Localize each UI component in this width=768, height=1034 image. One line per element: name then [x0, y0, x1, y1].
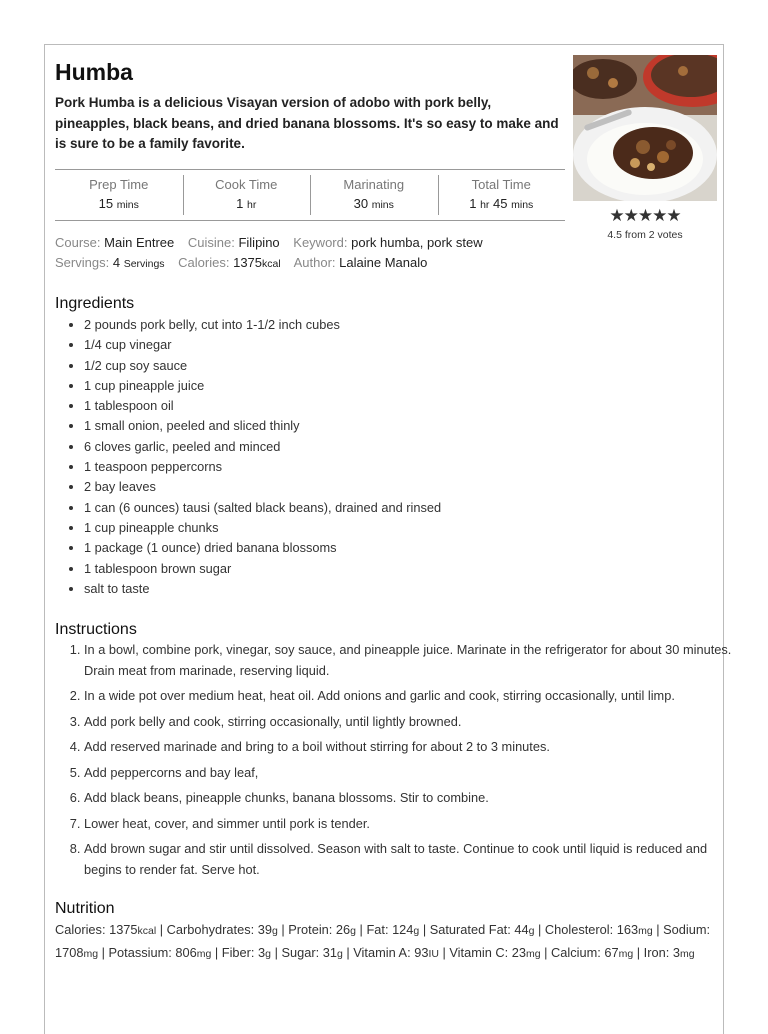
time-label: Total Time [471, 177, 531, 192]
ingredient-item: • 2 pounds pork belly, cut into 1-1/2 inch cubes [84, 315, 441, 335]
recipe-card [44, 44, 732, 1034]
ingredient-item: • 1 small onion, peeled and sliced thinly [84, 416, 441, 436]
time-label: Marinating [343, 177, 405, 192]
ingredient-item: • 1 tablespoon oil [84, 396, 441, 416]
recipe-times [55, 169, 565, 221]
ingredient-item: • 1/4 cup vinegar [84, 335, 441, 355]
nutrition-unit: IU [428, 948, 439, 960]
nutrition-item: Protein: 26g [288, 922, 356, 937]
nutrition-unit: mg [618, 948, 634, 960]
nutrition-item: Carbohydrates: 39g [166, 922, 278, 937]
nutrition-unit: g [336, 948, 343, 960]
ingredient-item: • 1 teaspoon peppercorns [84, 457, 441, 477]
time-value [310, 196, 438, 211]
time-number: 1 [236, 196, 244, 211]
meta-row-2 [55, 253, 575, 274]
meta-author [294, 255, 428, 270]
time-unit: mins [116, 199, 139, 211]
nutrition-heading: Nutrition [55, 900, 115, 917]
recipe-photo[interactable] [573, 55, 717, 201]
nutrition-value: 23 [511, 945, 526, 960]
meta-calories [178, 255, 281, 270]
nutrition-unit: mg [679, 948, 695, 960]
time-unit: mins [371, 199, 394, 211]
recipe-photo-image [573, 55, 717, 201]
rating [573, 207, 717, 241]
nutrition-unit: mg [83, 948, 99, 960]
ingredient-item: • 6 cloves garlic, peeled and minced [84, 437, 441, 457]
meta-keyword [293, 235, 482, 250]
meta-unit: Servings [123, 258, 165, 270]
meta-value: 1375 [233, 255, 263, 270]
instructions-list [55, 640, 748, 885]
nutrition-label: Calories [55, 922, 102, 937]
nutrition-unit: g [350, 925, 356, 937]
instruction-step: 1. In a bowl, combine pork, vinegar, soy sauce, and pineapple juice. Marinate in the refrigerator for about 30 minutes. Drain meat from marinade, reserving liquid. [84, 640, 748, 681]
instruction-step: 3. Add pork belly and cook, stirring occasionally, until lightly browned. [84, 712, 748, 733]
instruction-step: 4. Add reserved marinade and bring to a boil without stirring for about 2 to 3 minutes. [84, 737, 748, 758]
nutrition-unit: kcal [137, 925, 157, 937]
nutrition-item: Calcium: 67mg [551, 945, 634, 960]
nutrition-item: Potassium: 806mg [108, 945, 212, 960]
time-number: 45 [493, 196, 508, 211]
time-number: 1 [469, 196, 477, 211]
ingredient-item: • 1 package (1 ounce) dried banana blossoms [84, 538, 441, 558]
ingredient-item: • 1 cup pineapple chunks [84, 518, 441, 538]
time-number: 30 [353, 196, 369, 211]
instruction-step: 5. Add peppercorns and bay leaf, [84, 763, 748, 784]
instruction-step: 2. In a wide pot over medium heat, heat oil. Add onions and garlic and cook, stirring occasionally, until limp. [84, 686, 748, 707]
nutrition-value: 31 [322, 945, 337, 960]
time-value [55, 196, 183, 211]
ingredient-item: • 1/2 cup soy sauce [84, 356, 441, 376]
time-value [183, 196, 311, 211]
time-prep [55, 170, 183, 220]
meta-key: Author: [293, 255, 336, 270]
nutrition-value: 124 [392, 922, 414, 937]
rating-votes: 4.5 from 2 votes [607, 229, 683, 241]
nutrition-value: 806 [175, 945, 197, 960]
instruction-step: 8. Add brown sugar and stir until dissolved. Season with salt to taste. Continue to cook until liquid is reduced and begins to render fat. Serve hot. [84, 839, 748, 880]
nutrition-value: 1708 [55, 945, 84, 960]
nutrition-label: Saturated Fat [429, 922, 508, 937]
ingredients-heading: Ingredients [55, 295, 135, 312]
nutrition-unit: g [413, 925, 420, 937]
meta-key: Course: [55, 235, 101, 250]
instructions-heading: Instructions [55, 621, 137, 638]
nutrition-item: Vitamin A: 93IU [353, 945, 439, 960]
nutrition-value: 39 [257, 922, 272, 937]
nutrition-value: 1375 [109, 922, 138, 937]
time-total [438, 170, 566, 220]
nutrition-label: Carbohydrates [166, 922, 251, 937]
meta-key: Servings: [55, 255, 110, 270]
nutrition-item: Calories: 1375kcal [55, 922, 157, 937]
ingredient-item: • salt to taste [84, 579, 441, 599]
ingredients-list [55, 315, 441, 599]
ingredient-item: • 1 tablespoon brown sugar [84, 559, 441, 579]
nutrition-value: 3 [672, 945, 680, 960]
nutrition-item: Sugar: 31g [281, 945, 343, 960]
nutrition-item: Iron: 3mg [643, 945, 695, 960]
nutrition-label: Calcium [551, 945, 598, 960]
nutrition-facts: Calories: 1375kcal | Carbohydrates: 39g | Protein: 26g | Fat: 124g | Saturated Fat: 44g | Cholesterol: 163mg | Sodium: 1708mg | Potassium: 806mg | Fiber: 3g | Sugar: 31g | Vitamin A: 93IU | Vitamin C: 23mg | Calcium: 67mg | Iron: 3mg [55, 922, 711, 960]
nutrition-label: Protein [288, 922, 329, 937]
meta-value[interactable]: 4 [112, 255, 121, 270]
nutrition-label: Sugar [281, 945, 316, 960]
meta-unit: kcal [262, 258, 281, 270]
nutrition-value: 93 [414, 945, 429, 960]
meta-key: Keyword: [293, 235, 348, 250]
nutrition-label: Potassium [108, 945, 169, 960]
nutrition-label: Cholesterol [544, 922, 610, 937]
nutrition-unit: g [271, 925, 278, 937]
nutrition-unit: mg [196, 948, 212, 960]
nutrition-item: Fiber: 3g [221, 945, 272, 960]
nutrition-value: 163 [616, 922, 639, 937]
meta-value: Filipino [238, 235, 280, 250]
nutrition-value: 67 [604, 945, 619, 960]
instruction-step: 7. Lower heat, cover, and simmer until pork is tender. [84, 814, 748, 835]
instruction-step: 6. Add black beans, pineapple chunks, banana blossoms. Stir to combine. [84, 788, 748, 809]
meta-row-1 [55, 233, 575, 253]
meta-value: Main Entree [104, 235, 175, 250]
meta-value: pork humba, pork stew [351, 235, 483, 250]
nutrition-value: 44 [514, 922, 529, 937]
time-value [438, 196, 566, 211]
nutrition-label: Vitamin A [353, 945, 408, 960]
time-number: 15 [98, 196, 114, 211]
meta-course [55, 235, 174, 250]
nutrition-item: Sodium: 1708mg [55, 922, 711, 960]
meta-servings [55, 255, 165, 270]
time-unit: hr [480, 199, 490, 211]
nutrition-value: 26 [335, 922, 351, 937]
nutrition-label: Fat [366, 922, 385, 937]
ingredient-item: • 1 can (6 ounces) tausi (salted black beans), drained and rinsed [84, 498, 441, 518]
ingredient-item: • 2 bay leaves [84, 477, 441, 497]
star-rating-icons[interactable]: ★★★★★ [609, 206, 681, 225]
nutrition-label: Sodium [663, 922, 707, 937]
nutrition-label: Iron [643, 945, 666, 960]
meta-cuisine [188, 235, 280, 250]
recipe-summary: Pork Humba is a delicious Visayan version of adobo with pork belly, pineapples, black beans, and dried banana blossoms. It's so easy to make and is sure to be a family favorite. [55, 95, 559, 151]
meta-key: Cuisine: [187, 235, 235, 250]
time-unit: mins [511, 199, 534, 211]
time-unit: hr [247, 199, 257, 211]
recipe-meta [55, 233, 575, 274]
time-label: Cook Time [215, 177, 278, 192]
nutrition-unit: mg [638, 925, 653, 937]
time-label: Prep Time [89, 177, 149, 192]
time-marinating [310, 170, 438, 220]
nutrition-unit: g [528, 925, 535, 937]
nutrition-unit: mg [525, 948, 541, 960]
nutrition-item: Saturated Fat: 44g [429, 922, 535, 937]
meta-key: Calories: [178, 255, 230, 270]
nutrition-item: Fat: 124g [366, 922, 420, 937]
nutrition-value: 3 [258, 945, 266, 960]
recipe-title: Humba [55, 59, 133, 85]
nutrition-unit: g [265, 948, 272, 960]
nutrition-label: Fiber [221, 945, 251, 960]
nutrition-item: Vitamin C: 23mg [449, 945, 541, 960]
nutrition-label: Vitamin C [449, 945, 505, 960]
nutrition-item: Cholesterol: 163mg [544, 922, 653, 937]
ingredient-item: • 1 cup pineapple juice [84, 376, 441, 396]
meta-value: Lalaine Manalo [339, 255, 428, 270]
time-cook [183, 170, 311, 220]
